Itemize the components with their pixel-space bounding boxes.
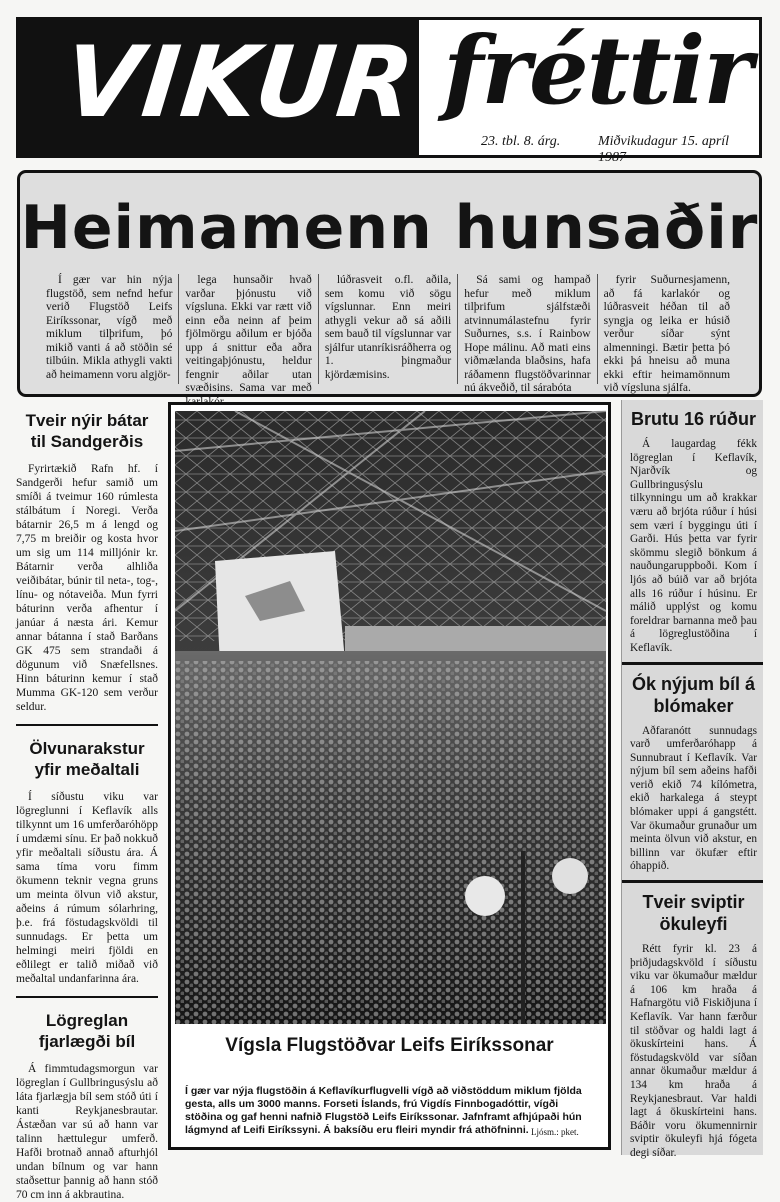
photo-credit: Ljósm.: pket. bbox=[531, 1127, 579, 1137]
lead-column-text: lúðrasveit o.fl. aðila, sem komu við sögu vígslunnar. Enn meiri athygli vekur að sá aðili sem bauð til vígslunnar var sjálfur utanríkisráðherra og 1. þingmaður kjördæmisins. bbox=[324, 274, 452, 381]
divider bbox=[16, 724, 158, 726]
lead-column-text: Í gær var hin nýja flugstöð, sem nefnd hefur verið Flugstöð Leifs Eiríkssonar, vígð með miklum tilþrifum, þó mikið vanti á að stöðin sé tilbúin. Mikla athygli vakti að heimamenn voru algjör- bbox=[46, 274, 173, 381]
masthead-title-left: VIKUR bbox=[59, 26, 421, 140]
story-title: Lögreglan fjarlægði bíl bbox=[38, 1011, 136, 1051]
story-body: Á laugardag fékk lögreglan í Keflavík, Njarðvík og Gullbringusýslu tilkynningu um að krakkar væru að brjóta rúður í húsi sem væri í byggingu úti í Garði. Hús þetta var fyrir skömmu slegið bönkum á nauðungaruppboði. Kom í ljós að búið var að brjóta alls 16 rúður í húsinu. Er málið upplýst og komu foreldrar barnanna með þau á lögreglustöðina í Keflavík. bbox=[630, 438, 757, 654]
lead-story-box bbox=[17, 170, 762, 397]
story-okuleyfi bbox=[622, 883, 763, 1167]
lead-column-text: Sá sami og hampað hefur með miklum tilþrifum sjálfstæði atvinnumálastefnu fyrir Suðurnes, s.s. í Rainbow Hope málinu. Að mati eins viðmælanda blaðsins, hafa ráðamenn flugstöðvarinnar nú ákveðið, til sárabóta bbox=[464, 274, 591, 394]
lead-column-text: fyrir Suðurnesjamenn, að fá karlakór og lúðrasveit héðan til að syngja og leika er húsið verður síðar sýnt almenningi. Bætir þetta þó ekki þá hneisu að muna ekki eftir heimamönnum við vígsluna sjálfa. bbox=[603, 274, 731, 394]
story-logreglan bbox=[16, 1010, 158, 1202]
masthead-title-right: fréttir bbox=[443, 16, 751, 126]
lead-column bbox=[178, 274, 317, 394]
divider bbox=[16, 996, 158, 998]
issue-number: 23. tbl. 8. árg. bbox=[481, 134, 561, 149]
right-column bbox=[621, 400, 763, 1159]
story-body: Aðfaranótt sunnudags varð umferðaróhapp á Sunnubraut í Keflavík. Var nýjum bíl sem aðeins hafði verið ekið 74 kílómetra, ekið harkalega á steypt blómaker uppi á gangstétt. Var ökumaður grunaður um meinta ölvun við akstur, en billinn var ökufær eftir óhappið. bbox=[630, 724, 757, 873]
story-body: Á fimmtudagsmorgun var lögreglan í Gullbringusýslu að láta fjarlægja bíl sem stóð úti í kanti Reykjanesbrautar. Ástæðan var sú að hann var talinn hættulegur umferð. Hafði brotnað annað afturhjól undan bílnum og var hann staðsettur þannig að hann stóð 70 cm inn á akbrautina. bbox=[16, 1063, 158, 1201]
photo-story bbox=[168, 402, 611, 1150]
story-body: Í síðustu viku var lögreglunni í Keflavík alls tilkynnt um 16 umferðaróhöpp í umdæmi sínu. Er það nokkuð yfir meðaltali síðustu ára. Á sama tíma voru fimm ökumenn teknir vegna gruns um meinta ölvun við akstur, aðeins á rúmum sólarhring, þ.e. frá föstudagskvöldi til sunnudags. Er þetta um helmingi meiri fjöldi en eðlilegt er talið miðað við meðaltal undanfarinna ára. bbox=[16, 791, 158, 985]
terminal-photo bbox=[175, 411, 606, 1024]
issue-date: Miðvikudagur 15. apríl 1987 bbox=[598, 134, 730, 165]
lead-column bbox=[318, 274, 457, 384]
lead-column bbox=[597, 274, 736, 394]
story-brutu-rudur bbox=[622, 400, 763, 665]
story-body: Fyrirtækið Rafn hf. í Sandgerði hefur samið um smíði á tveimur 160 rúmlesta stálbátum í Noregi. Verða bátarnir 26,5 m á lengd og 7,75 m breiðir og kosta hvor um sig um 114 milljónir kr. Bátarnir verða alhliða veiðibátar, búnir til neta-, tog-, línu- og nótaveiða. Mun fyrri báturinn verða afhentur í janúar á næsta ári. Kemur annar bátanna í stað Barðans GK 475 sem strandaði á dögunum við Snæfellsnes. Hinn báturinn kemur í stað Mumma GK-120 sem verður seldur. bbox=[16, 463, 158, 713]
story-blomaker bbox=[622, 665, 763, 884]
story-body: Rétt fyrir kl. 23 á þriðjudagskvöld í síðustu viku var ökumaður mældur á 106 km hraða á Hafnargötu við Fiskiðjuna í Keflavík. Var hann færður til stöðvar og haldi lagt á ökuskírteini hans. Á föstudagskvöld var síðan annar ökumaður mældur á 134 km hraða á Reykjanesbraut. Var haldi lagt á ökuskírteini hans. Báðir voru ökumennirnir sviptir ökuleyfi hjá fógeta degi síðar. bbox=[630, 943, 757, 1159]
lead-columns bbox=[46, 274, 736, 394]
left-column bbox=[16, 410, 158, 1202]
masthead bbox=[16, 16, 762, 165]
lead-headline: Heimamenn hunsaðir bbox=[20, 193, 759, 263]
story-title: Ölvunarakstur yfir meðaltali bbox=[29, 739, 145, 779]
story-title: Ók nýjum bíl á blómaker bbox=[631, 673, 756, 716]
story-sandgerdi bbox=[16, 410, 158, 714]
story-olvunarakstur bbox=[16, 738, 158, 986]
photo-caption-title: Vígsla Flugstöðvar Leifs Eiríkssonar bbox=[225, 1035, 554, 1056]
terminal-crowd-image bbox=[175, 411, 606, 1024]
story-title: Tveir nýir bátar til Sandgerðis bbox=[25, 411, 149, 451]
lead-column bbox=[457, 274, 596, 394]
lead-column bbox=[46, 274, 178, 384]
story-title: Tveir sviptir ökuleyfi bbox=[642, 892, 745, 935]
photo-caption-text: Í gær var nýja flugstöðin á Keflavíkurflugvelli vígð að viðstöddum miklum fjölda gesta, alls um 3000 manns. Forseti Íslands, frú Vigdís Finnbogadóttir, vígði stöðina og gaf henni nafnið Flugstöð Leifs Eiríkssonar. Jafnframt afhjúpaði hún lágmynd af Leifi Eiríkssyni. Á baksíðu eru fleiri myndir frá athöfninni. bbox=[185, 1085, 582, 1136]
story-title: Brutu 16 rúður bbox=[630, 409, 756, 429]
lead-column-text: lega hunsaðir hvað varðar þjónustu við vígsluna. Ekki var rætt við einn eða neinn af þeim fjölmörgu aðilum er bjóða upp á snittur eða aðra veitingaþjónustu, heldur fengnir aðilar utan svæðisins. Sama var með bbox=[185, 274, 312, 394]
